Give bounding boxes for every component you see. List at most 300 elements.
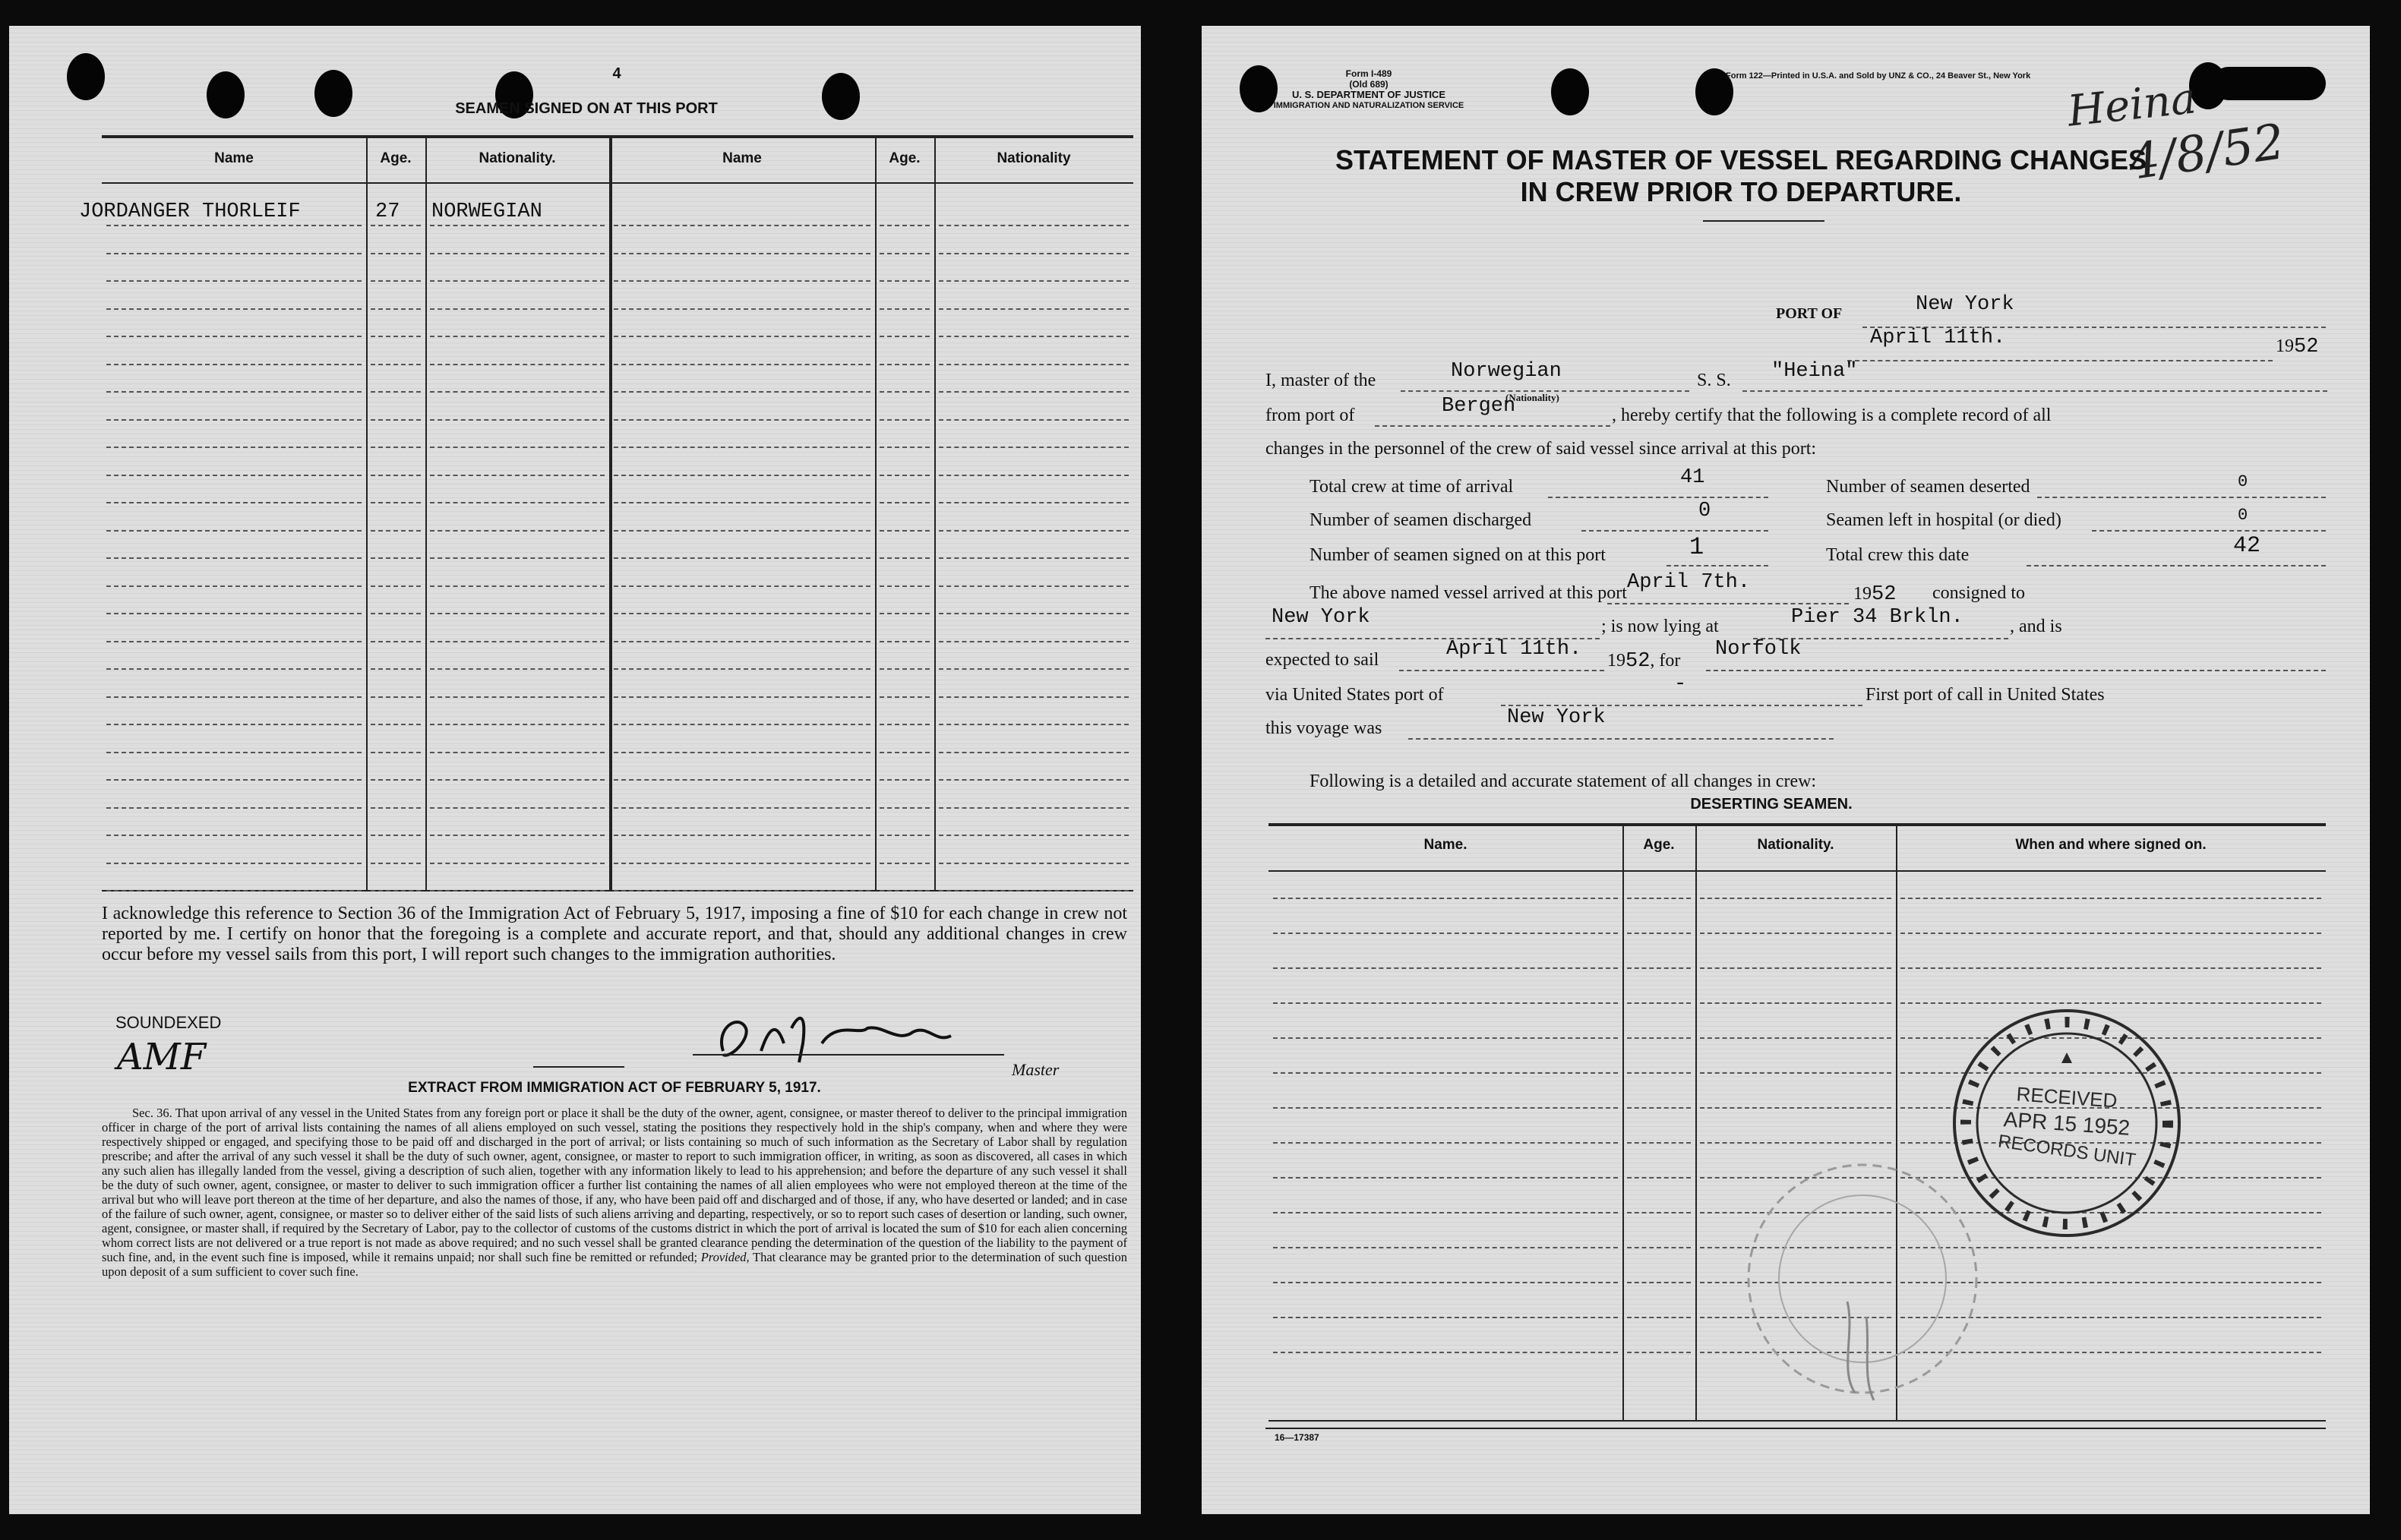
row-rule xyxy=(880,336,930,337)
stats-line xyxy=(2092,530,2326,532)
total-crew-date-value: 42 xyxy=(2233,533,2261,559)
row-rule xyxy=(880,835,930,836)
consigned-label: consigned to xyxy=(1932,583,2025,603)
form-number: Form I-489 xyxy=(1345,68,1392,79)
row-rule xyxy=(430,613,605,614)
table-row-age: 27 xyxy=(375,200,400,223)
row-rule xyxy=(939,419,1129,421)
row-rule xyxy=(371,641,421,642)
row-rule xyxy=(614,475,870,476)
row-rule xyxy=(430,668,605,670)
row-rule xyxy=(614,835,870,836)
table-top-rule xyxy=(102,135,1133,138)
page-number: 4 xyxy=(612,65,621,82)
total-crew-arrival-value: 41 xyxy=(1680,466,1705,489)
row-rule xyxy=(939,641,1129,642)
row-rule xyxy=(880,253,930,254)
extract-rule xyxy=(533,1066,624,1068)
discharged-value: 0 xyxy=(1698,500,1711,522)
form-code: 16—17387 xyxy=(1275,1432,1319,1443)
hospital-label: Seamen left in hospital (or died) xyxy=(1826,510,2061,530)
row-rule xyxy=(614,724,870,725)
row-rule xyxy=(106,419,362,421)
row-rule xyxy=(939,280,1129,282)
from-port-label: from port of xyxy=(1265,406,1355,425)
row-rule xyxy=(1700,933,1891,934)
for-value: Norfolk xyxy=(1715,638,1802,661)
table-row-name: JORDANGER THORLEIF xyxy=(79,200,301,223)
row-rule xyxy=(1700,898,1891,899)
row-rule xyxy=(430,502,605,503)
row-rule xyxy=(939,585,1129,587)
row-rule xyxy=(106,364,362,365)
row-rule xyxy=(106,253,362,254)
via-label: via United States port of xyxy=(1265,685,1444,705)
row-rule xyxy=(371,280,421,282)
row-rule xyxy=(614,502,870,503)
row-rule xyxy=(939,447,1129,448)
row-rule xyxy=(1700,1107,1891,1109)
row-rule xyxy=(1627,1177,1691,1179)
row-rule xyxy=(371,502,421,503)
expected-date: April 11th. xyxy=(1446,638,1582,661)
agency: U. S. DEPARTMENT OF JUSTICE xyxy=(1292,89,1445,100)
printer-line: Form 122—Printed in U.S.A. and Sold by UNZ & CO., 24 Beaver St., New York xyxy=(1726,71,2031,80)
year-value: 52 xyxy=(2294,336,2319,358)
form-old-number: (Old 689) xyxy=(1349,79,1388,90)
arrived-date: April 7th. xyxy=(1627,571,1751,594)
row-rule xyxy=(430,807,605,809)
row-rule xyxy=(614,779,870,781)
row-rule xyxy=(430,890,605,891)
row-rule xyxy=(1273,1002,1618,1004)
row-rule xyxy=(880,668,930,670)
expected-year: 1952, for xyxy=(1607,650,1681,673)
row-rule xyxy=(939,724,1129,725)
received-stamp xyxy=(1949,1005,2185,1241)
punch-hole xyxy=(207,71,245,118)
deserting-table-top xyxy=(1268,823,2326,826)
row-rule xyxy=(106,779,362,781)
left-page xyxy=(9,26,1141,1514)
expected-label: expected to sail xyxy=(1265,650,1379,670)
row-rule xyxy=(106,724,362,725)
punch-hole xyxy=(2212,67,2326,100)
row-rule xyxy=(430,336,605,337)
row-rule xyxy=(430,752,605,753)
row-rule xyxy=(371,225,421,226)
column-divider xyxy=(609,137,612,890)
discharged-label: Number of seamen discharged xyxy=(1309,510,1532,530)
row-rule xyxy=(1627,1002,1691,1004)
row-rule xyxy=(106,225,362,226)
voyage-line xyxy=(1408,738,1834,740)
column-divider xyxy=(366,137,368,890)
row-rule xyxy=(880,447,930,448)
table-header-rule xyxy=(102,182,1133,184)
row-rule xyxy=(880,752,930,753)
column-header-name-2: Name xyxy=(722,150,762,166)
row-rule xyxy=(939,835,1129,836)
row-rule xyxy=(880,502,930,503)
row-rule xyxy=(430,475,605,476)
row-rule xyxy=(880,641,930,642)
row-rule xyxy=(880,807,930,809)
punch-hole xyxy=(822,73,860,120)
row-rule xyxy=(939,225,1129,226)
row-rule xyxy=(371,253,421,254)
nationality-value: Norwegian xyxy=(1451,360,1562,383)
column-divider xyxy=(934,137,936,890)
via-value: - xyxy=(1674,673,1687,696)
date-line xyxy=(1847,360,2273,361)
row-rule xyxy=(1273,1352,1618,1353)
extract-body: That upon arrival of any vessel in the United States from any foreign port or place it shall be the duty of the owner, agent, consignee, or master thereof to deliver to the principal immigration officer in charge of the port of arrival lists containing the names of all aliens employed on such vessel, stating the positions they respectively hold in the ship's company, when and where they were respectively shipped or engaged, and specifying those to be paid off and discharged in the port of arrival; or lists containing so much of such information as the Secretary of Labor shall by regulation prescribe; and after the arrival of any such vessel it shall be the duty of such owner, agent, consignee, or master to report to such immigration officer, in writing, as soon as discovered, all cases in which any such alien has illegally landed from the vessel, giving a description of such alien, together with any information likely to lead to his apprehension; and before the departure of any such vessel it shall be the duty of such owner, agent, consignee, or master to deliver to such immigration officer a further list containing the names of all alien employees who were not employed thereon at the time of the arrival but who will leave port thereon at the time of her departure, and also the names of those, if any, who have been paid off and discharged and of those, if any, who have deserted or landed; and in case of the failure of such owner, agent, consignee, or master so to deliver either of the said lists of such aliens arriving and departing, respectively, or so to report such cases of desertion or landing, such owner, agent, consignee, or master shall, if required by the Secretary of Labor, pay to the collector of customs of the customs district in which the port of arrival is located the sum of $10 for each alien concerning whom correct lists are not delivered or a true report is not made as above required; and no such vessel shall be granted clearance pending the determination of the question of the liability to the payment of such fine, and, in the event such fine is imposed, while it remains unpaid; nor shall such fine be remitted or refunded; xyxy=(102,1106,1127,1264)
row-rule xyxy=(939,696,1129,698)
row-rule xyxy=(614,530,870,532)
handwritten-name: Heina xyxy=(2065,74,2199,137)
page-title: SEAMEN SIGNED ON AT THIS PORT xyxy=(455,100,718,117)
deserting-header-signed-on: When and where signed on. xyxy=(2015,837,2207,853)
and-is-label: , and is xyxy=(2010,617,2062,636)
row-rule xyxy=(939,807,1129,809)
deserting-header-nationality: Nationality. xyxy=(1757,837,1834,853)
row-rule xyxy=(371,696,421,698)
row-rule xyxy=(106,280,362,282)
row-rule xyxy=(880,364,930,365)
row-rule xyxy=(880,419,930,421)
from-port-line xyxy=(1375,425,1610,427)
row-rule xyxy=(614,225,870,226)
row-rule xyxy=(430,779,605,781)
column-header-age: Age. xyxy=(380,150,412,166)
row-rule xyxy=(1273,933,1618,934)
stats-line xyxy=(2027,565,2326,566)
row-rule xyxy=(430,863,605,864)
row-rule xyxy=(106,835,362,836)
form-header xyxy=(1240,68,1498,111)
row-rule xyxy=(106,447,362,448)
nationality-caption: (Nationality) xyxy=(1505,392,1559,403)
row-rule xyxy=(939,863,1129,864)
row-rule xyxy=(106,557,362,559)
row-rule xyxy=(1273,1282,1618,1283)
vessel-line xyxy=(1742,390,2327,392)
row-rule xyxy=(371,835,421,836)
year-prefix: 1952 xyxy=(2276,336,2319,358)
extract-tail: That clearance may be granted prior to the determination of such question upon deposit of a sum sufficient to cover such fine. xyxy=(102,1250,1128,1279)
row-rule xyxy=(880,530,930,532)
row-rule xyxy=(106,530,362,532)
deserting-table-header-rule xyxy=(1268,870,2326,872)
row-rule xyxy=(939,364,1129,365)
row-rule xyxy=(939,391,1129,393)
row-rule xyxy=(614,336,870,337)
row-rule xyxy=(939,530,1129,532)
row-rule xyxy=(614,364,870,365)
row-rule xyxy=(371,752,421,753)
row-rule xyxy=(614,280,870,282)
row-rule xyxy=(371,613,421,614)
stats-line xyxy=(1581,530,1768,532)
row-rule xyxy=(880,890,930,891)
handwritten-date: 4/8/52 xyxy=(2125,114,2289,191)
row-rule xyxy=(371,668,421,670)
row-rule xyxy=(106,308,362,310)
row-rule xyxy=(939,502,1129,503)
deserting-title: DESERTING SEAMEN. xyxy=(1690,796,1853,813)
voyage-label: this voyage was xyxy=(1265,718,1382,738)
row-rule xyxy=(371,475,421,476)
row-rule xyxy=(430,280,605,282)
row-rule xyxy=(614,807,870,809)
row-rule xyxy=(1700,1002,1891,1004)
row-rule xyxy=(880,475,930,476)
row-rule xyxy=(614,308,870,310)
row-rule xyxy=(614,863,870,864)
lying-label: ; is now lying at xyxy=(1601,617,1719,636)
column-header-nationality-2: Nationality xyxy=(997,150,1071,166)
punch-hole xyxy=(67,53,105,100)
row-rule xyxy=(1273,1072,1618,1074)
row-rule xyxy=(371,863,421,864)
deserting-column-divider xyxy=(1622,825,1624,1420)
row-rule xyxy=(880,724,930,725)
master-signature xyxy=(708,998,1050,1074)
arrived-label: The above named vessel arrived at this port xyxy=(1309,583,1627,603)
row-rule xyxy=(880,696,930,698)
deserted-label: Number of seamen deserted xyxy=(1826,477,2030,497)
row-rule xyxy=(614,557,870,559)
row-rule xyxy=(1700,1142,1891,1144)
row-rule xyxy=(106,502,362,503)
row-rule xyxy=(371,308,421,310)
column-divider xyxy=(875,137,877,890)
row-rule xyxy=(1627,1037,1691,1039)
date-value: April 11th. xyxy=(1870,327,2006,349)
row-rule xyxy=(1627,1352,1691,1353)
row-rule xyxy=(371,890,421,891)
row-rule xyxy=(371,336,421,337)
row-rule xyxy=(614,391,870,393)
row-rule xyxy=(939,890,1129,891)
row-rule xyxy=(371,779,421,781)
row-rule xyxy=(430,585,605,587)
following-text: Following is a detailed and accurate statement of all changes in crew: xyxy=(1309,772,1817,791)
row-rule xyxy=(106,585,362,587)
deserting-column-divider xyxy=(1695,825,1697,1420)
row-rule xyxy=(939,779,1129,781)
row-rule xyxy=(1273,967,1618,969)
voyage-value: New York xyxy=(1507,706,1606,729)
right-page xyxy=(1202,26,2370,1514)
for-label: , for xyxy=(1650,651,1681,671)
agency-sub: IMMIGRATION AND NATURALIZATION SERVICE xyxy=(1273,101,1464,110)
row-rule xyxy=(430,225,605,226)
row-rule xyxy=(939,613,1129,614)
row-rule xyxy=(614,253,870,254)
changes-text: changes in the personnel of the crew of said vessel since arrival at this port: xyxy=(1265,439,1817,459)
row-rule xyxy=(106,475,362,476)
form-title xyxy=(1232,144,2250,208)
row-rule xyxy=(430,835,605,836)
column-header-name: Name xyxy=(214,150,254,166)
row-rule xyxy=(1627,1072,1691,1074)
row-rule xyxy=(880,613,930,614)
row-rule xyxy=(106,696,362,698)
row-rule xyxy=(880,391,930,393)
ss-label: S. S. xyxy=(1697,371,1731,390)
row-rule xyxy=(1900,933,2321,934)
row-rule xyxy=(106,668,362,670)
deserting-table-bottom xyxy=(1268,1420,2326,1422)
from-port-value: Bergen xyxy=(1442,395,1516,418)
row-rule xyxy=(939,308,1129,310)
row-rule xyxy=(880,225,930,226)
row-rule xyxy=(430,364,605,365)
row-rule xyxy=(106,890,362,891)
row-rule xyxy=(1900,967,2321,969)
row-rule xyxy=(371,419,421,421)
title-rule xyxy=(1703,220,1824,222)
row-rule xyxy=(614,752,870,753)
row-rule xyxy=(939,668,1129,670)
row-rule xyxy=(430,724,605,725)
row-rule xyxy=(880,308,930,310)
soundexed-code: AMF xyxy=(117,1036,207,1078)
row-rule xyxy=(1700,1037,1891,1039)
row-rule xyxy=(1627,1212,1691,1213)
row-rule xyxy=(880,863,930,864)
row-rule xyxy=(1627,967,1691,969)
row-rule xyxy=(1627,1107,1691,1109)
extract-section: Sec. 36. xyxy=(132,1106,172,1120)
row-rule xyxy=(1273,1247,1618,1248)
deserting-header-name: Name. xyxy=(1423,837,1467,853)
table-row-nationality: NORWEGIAN xyxy=(431,200,542,223)
row-rule xyxy=(106,391,362,393)
row-rule xyxy=(1700,1072,1891,1074)
row-rule xyxy=(430,696,605,698)
master-of-label: I, master of the xyxy=(1265,371,1376,390)
expected-year-value: 52 xyxy=(1625,650,1651,673)
stats-line xyxy=(1548,497,1768,498)
row-rule xyxy=(1273,1142,1618,1144)
row-rule xyxy=(106,752,362,753)
stats-line xyxy=(1666,565,1768,566)
column-divider xyxy=(425,137,427,890)
stamp-records-unit: RECORDS UNIT xyxy=(1996,1131,2137,1171)
row-rule xyxy=(880,557,930,559)
deserting-header-age: Age. xyxy=(1643,837,1675,853)
footer-rule xyxy=(1265,1428,2326,1429)
row-rule xyxy=(371,807,421,809)
row-rule xyxy=(1627,933,1691,934)
row-rule xyxy=(430,641,605,642)
extract-title: EXTRACT FROM IMMIGRATION ACT OF FEBRUARY 5, 1917. xyxy=(408,1080,821,1096)
first-port-label: First port of call in United States xyxy=(1866,685,2105,705)
row-rule xyxy=(880,779,930,781)
column-header-age-2: Age. xyxy=(889,150,921,166)
form-title-line1: STATEMENT OF MASTER OF VESSEL REGARDING CHANGES xyxy=(1335,144,2147,175)
row-rule xyxy=(371,447,421,448)
row-rule xyxy=(430,557,605,559)
row-rule xyxy=(1273,1107,1618,1109)
row-rule xyxy=(614,890,870,891)
row-rule xyxy=(614,585,870,587)
row-rule xyxy=(371,557,421,559)
row-rule xyxy=(939,336,1129,337)
signed-on-value: 1 xyxy=(1689,533,1704,561)
deserted-value: 0 xyxy=(2238,472,2248,491)
row-rule xyxy=(1900,898,2321,899)
row-rule xyxy=(1273,898,1618,899)
row-rule xyxy=(371,530,421,532)
port-of-label: PORT OF xyxy=(1776,305,1843,322)
punch-hole xyxy=(314,70,352,117)
punch-hole xyxy=(1551,68,1589,115)
row-rule xyxy=(106,613,362,614)
total-crew-date-label: Total crew this date xyxy=(1826,545,1970,565)
expected-line xyxy=(1399,670,1604,671)
row-rule xyxy=(371,364,421,365)
row-rule xyxy=(614,447,870,448)
row-rule xyxy=(106,863,362,864)
row-rule xyxy=(1273,1037,1618,1039)
form-title-line2: IN CREW PRIOR TO DEPARTURE. xyxy=(1520,176,1962,207)
consigned-value: New York xyxy=(1272,606,1370,629)
row-rule xyxy=(371,391,421,393)
row-rule xyxy=(614,641,870,642)
soundexed-label: SOUNDEXED xyxy=(115,1013,222,1032)
certify-text: , hereby certify that the following is a complete record of all xyxy=(1612,406,2052,425)
signature-line xyxy=(693,1054,1004,1056)
row-rule xyxy=(614,419,870,421)
arrived-year: 1952 xyxy=(1853,583,1897,606)
row-rule xyxy=(430,253,605,254)
row-rule xyxy=(1627,898,1691,899)
port-of-value: New York xyxy=(1916,293,2014,316)
row-rule xyxy=(1627,1317,1691,1318)
row-rule xyxy=(430,308,605,310)
row-rule xyxy=(371,585,421,587)
signed-on-label: Number of seamen signed on at this port xyxy=(1309,545,1606,565)
row-rule xyxy=(1700,967,1891,969)
row-rule xyxy=(939,475,1129,476)
arrived-line xyxy=(1607,603,1849,604)
row-rule xyxy=(1627,1247,1691,1248)
arrived-year-value: 52 xyxy=(1872,583,1897,606)
master-label: Master xyxy=(1012,1060,1060,1079)
extract-provided: Provided, xyxy=(700,1250,750,1264)
hospital-value: 0 xyxy=(2238,506,2248,525)
for-line xyxy=(1706,670,2326,671)
vessel-name: "Heina" xyxy=(1771,360,1858,383)
row-rule xyxy=(1273,1317,1618,1318)
row-rule xyxy=(106,336,362,337)
row-rule xyxy=(430,530,605,532)
column-header-nationality: Nationality. xyxy=(479,150,556,166)
acknowledgement-text: I acknowledge this reference to Section 36 of the Immigration Act of February 5, 1917, imposing a fine of $10 for each change in crew not reported by me. I certify on honor that the foregoing is a complete and accurate report, and that, should any additional changes in crew occur before my vessel sails from this port, I will report such changes to the immigration authorities. xyxy=(102,904,1127,964)
row-rule xyxy=(1627,1142,1691,1144)
row-rule xyxy=(614,613,870,614)
lying-value: Pier 34 Brkln. xyxy=(1791,606,1963,629)
row-rule xyxy=(939,253,1129,254)
row-rule xyxy=(939,752,1129,753)
extract-text xyxy=(102,1106,1127,1279)
row-rule xyxy=(430,419,605,421)
row-rule xyxy=(880,585,930,587)
